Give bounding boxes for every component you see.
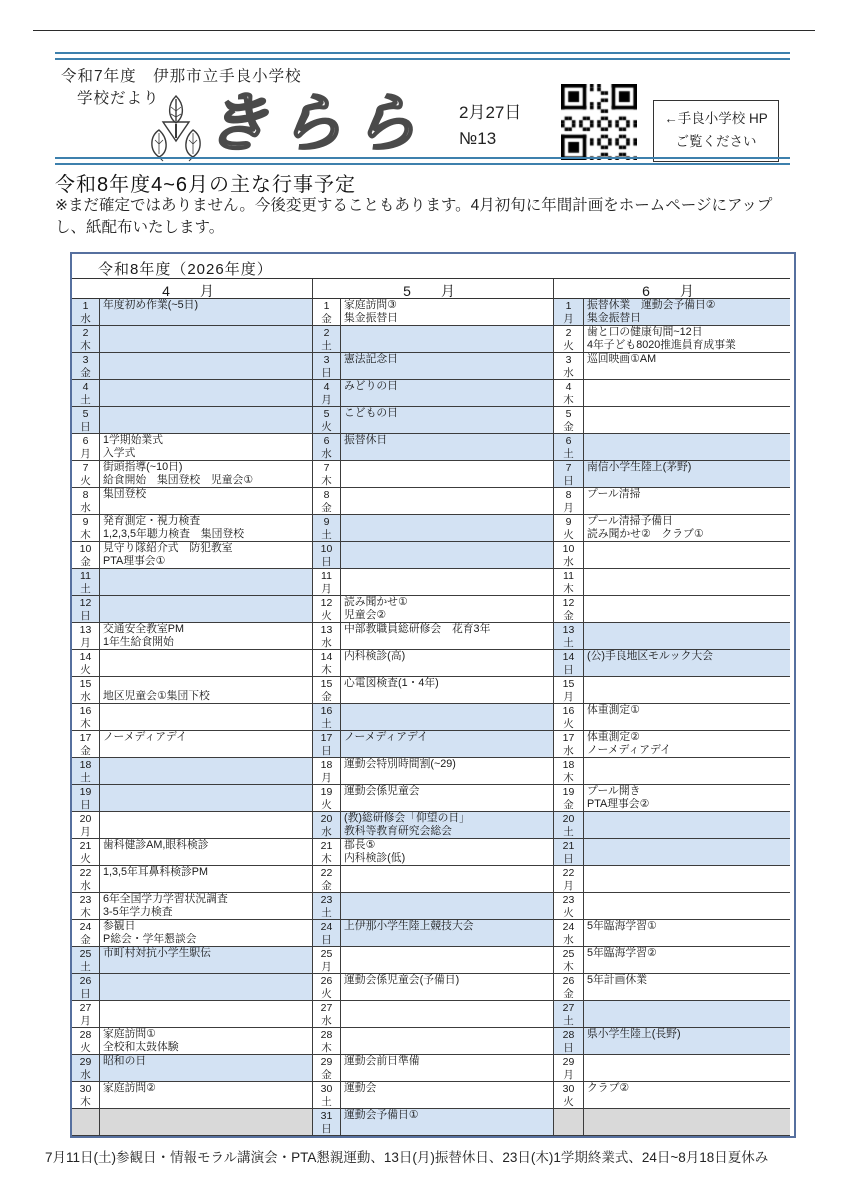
calendar-date-cell: 16 木 xyxy=(72,704,100,731)
calendar-date-cell: 24 日 xyxy=(313,920,341,947)
calendar-date-cell: 27 月 xyxy=(72,1001,100,1028)
calendar-event-cell: クラブ② xyxy=(584,1082,790,1109)
calendar-date-cell: 10 日 xyxy=(313,542,341,569)
calendar-event-cell: 5年計画休業 xyxy=(584,974,790,1001)
calendar-date-cell: 23 土 xyxy=(313,893,341,920)
calendar-event-cell xyxy=(341,569,554,596)
calendar-date-cell: 11 木 xyxy=(554,569,584,596)
calendar-event-cell xyxy=(100,353,313,380)
calendar-event-cell xyxy=(100,812,313,839)
calendar-event-cell xyxy=(584,758,790,785)
school-logo-leaf-icon xyxy=(147,94,205,162)
calendar-date-cell: 30 土 xyxy=(313,1082,341,1109)
calendar-event-cell: プール清掃予備日 読み聞かせ② クラブ① xyxy=(584,515,790,542)
calendar-event-cell xyxy=(100,974,313,1001)
calendar-date-cell: 20 水 xyxy=(313,812,341,839)
calendar-event-cell xyxy=(100,1001,313,1028)
calendar-event-cell xyxy=(584,434,790,461)
calendar-event-cell xyxy=(584,596,790,623)
calendar-date-cell: 12 日 xyxy=(72,596,100,623)
calendar-event-cell: 心電図検査(1・4年) xyxy=(341,677,554,704)
calendar-event-cell xyxy=(341,461,554,488)
calendar-event-cell xyxy=(584,677,790,704)
calendar-filler-cell xyxy=(100,1109,313,1136)
calendar-title: 令和8年度（2026年度） xyxy=(72,254,790,279)
calendar-event-cell xyxy=(100,650,313,677)
calendar-date-cell: 6 水 xyxy=(313,434,341,461)
calendar-filler-cell xyxy=(554,1109,584,1136)
calendar-date-cell: 7 木 xyxy=(313,461,341,488)
calendar-date-cell: 25 月 xyxy=(313,947,341,974)
calendar-event-cell: 体重測定② ノーメディアデイ xyxy=(584,731,790,758)
calendar-date-cell: 1 月 xyxy=(554,299,584,326)
calendar-date-cell: 4 土 xyxy=(72,380,100,407)
calendar-date-cell: 6 土 xyxy=(554,434,584,461)
calendar-date-cell: 7 火 xyxy=(72,461,100,488)
calendar-date-cell: 17 日 xyxy=(313,731,341,758)
calendar-event-cell: 交通安全教室PM 1年生給食開始 xyxy=(100,623,313,650)
calendar-date-cell: 8 金 xyxy=(313,488,341,515)
calendar-date-cell: 20 月 xyxy=(72,812,100,839)
calendar-date-cell: 30 木 xyxy=(72,1082,100,1109)
calendar-date-cell: 22 月 xyxy=(554,866,584,893)
calendar-event-cell xyxy=(100,569,313,596)
calendar-event-cell xyxy=(341,1028,554,1055)
calendar-event-cell: 内科検診(高) xyxy=(341,650,554,677)
calendar-filler-cell xyxy=(584,1109,790,1136)
calendar-date-cell: 10 金 xyxy=(72,542,100,569)
calendar-date-cell: 18 土 xyxy=(72,758,100,785)
calendar-event-cell xyxy=(341,704,554,731)
calendar-event-cell: (教)総研修会「仰望の日」 教科等教育研究会総会 xyxy=(341,812,554,839)
calendar-event-cell xyxy=(584,380,790,407)
calendar-date-cell: 17 金 xyxy=(72,731,100,758)
calendar-date-cell: 13 月 xyxy=(72,623,100,650)
month-header-june: 6 月 xyxy=(554,279,790,299)
calendar-event-cell: 市町村対抗小学生駅伝 xyxy=(100,947,313,974)
calendar-event-cell: 巡回映画①AM xyxy=(584,353,790,380)
calendar-event-cell xyxy=(341,1001,554,1028)
calendar-event-cell: 家庭訪問① 全校和太鼓体験 xyxy=(100,1028,313,1055)
calendar-date-cell: 28 火 xyxy=(72,1028,100,1055)
calendar-date-cell: 26 金 xyxy=(554,974,584,1001)
qr-code xyxy=(561,84,637,160)
calendar-date-cell: 22 金 xyxy=(313,866,341,893)
calendar-event-cell: 1学期始業式 入学式 xyxy=(100,434,313,461)
calendar-event-cell: 運動会前日準備 xyxy=(341,1055,554,1082)
calendar-date-cell: 3 水 xyxy=(554,353,584,380)
calendar-event-cell: 参観日 P総会・学年懇談会 xyxy=(100,920,313,947)
calendar-event-cell xyxy=(584,407,790,434)
calendar-date-cell: 30 火 xyxy=(554,1082,584,1109)
calendar-event-cell: 6年全国学力学習状況調査 3-5年学力検査 xyxy=(100,893,313,920)
calendar-event-cell: 5年臨海学習① xyxy=(584,920,790,947)
calendar-event-cell: プール清掃 xyxy=(584,488,790,515)
calendar-event-cell xyxy=(100,704,313,731)
calendar-date-cell: 9 火 xyxy=(554,515,584,542)
calendar-event-cell: 集団登校 xyxy=(100,488,313,515)
calendar-event-cell: 歯科健診AM,眼科検診 xyxy=(100,839,313,866)
calendar-event-cell xyxy=(100,380,313,407)
newsletter-title: きらら xyxy=(205,87,427,159)
calendar-date-cell: 12 火 xyxy=(313,596,341,623)
calendar-date-cell: 28 日 xyxy=(554,1028,584,1055)
newsletter-label: 学校だより xyxy=(77,90,160,107)
calendar-event-cell xyxy=(584,569,790,596)
calendar-event-cell: 街頭指導(~10日) 給食開始 集団登校 児童会① xyxy=(100,461,313,488)
calendar-event-cell: 1,3,5年耳鼻科検診PM xyxy=(100,866,313,893)
calendar-event-cell xyxy=(341,866,554,893)
calendar-event-cell: ノーメディアデイ xyxy=(341,731,554,758)
calendar-date-cell: 9 土 xyxy=(313,515,341,542)
calendar-date-cell: 16 火 xyxy=(554,704,584,731)
hp-caption-box xyxy=(653,100,779,162)
calendar-event-cell xyxy=(341,488,554,515)
calendar-event-cell: ノーメディアデイ xyxy=(100,731,313,758)
calendar-event-cell xyxy=(341,515,554,542)
calendar-date-cell: 15 月 xyxy=(554,677,584,704)
calendar-event-cell xyxy=(100,596,313,623)
calendar-event-cell: 運動会係児童会 xyxy=(341,785,554,812)
calendar-date-cell: 23 木 xyxy=(72,893,100,920)
calendar-date-cell: 18 木 xyxy=(554,758,584,785)
calendar-event-cell xyxy=(584,1055,790,1082)
calendar-event-cell xyxy=(584,893,790,920)
calendar-event-cell xyxy=(341,326,554,353)
calendar-date-cell: 22 水 xyxy=(72,866,100,893)
calendar-date-cell: 27 土 xyxy=(554,1001,584,1028)
calendar-date-cell: 10 水 xyxy=(554,542,584,569)
calendar-event-cell xyxy=(100,785,313,812)
header-double-rule-top xyxy=(55,52,790,60)
top-rule xyxy=(33,30,815,31)
calendar-date-cell: 4 月 xyxy=(313,380,341,407)
calendar-event-cell: (公)手良地区モルック大会 xyxy=(584,650,790,677)
calendar-date-cell: 14 火 xyxy=(72,650,100,677)
calendar-event-cell: 郡長⑤ 内科検診(低) xyxy=(341,839,554,866)
calendar-date-cell: 26 日 xyxy=(72,974,100,1001)
newsletter-header xyxy=(55,62,790,159)
calendar-date-cell: 25 土 xyxy=(72,947,100,974)
calendar-date-cell: 24 水 xyxy=(554,920,584,947)
calendar-date-cell: 15 金 xyxy=(313,677,341,704)
calendar-event-cell: 憲法記念日 xyxy=(341,353,554,380)
calendar-date-cell: 19 火 xyxy=(313,785,341,812)
calendar-event-cell xyxy=(584,812,790,839)
calendar-date-cell: 11 土 xyxy=(72,569,100,596)
issue-number: №13 xyxy=(459,128,497,148)
calendar-date-cell: 14 木 xyxy=(313,650,341,677)
issue-date: 2月27日 xyxy=(459,103,522,122)
school-year-line: 令和7年度 伊那市立手良小学校 xyxy=(61,68,302,85)
calendar-date-cell: 20 土 xyxy=(554,812,584,839)
calendar-event-cell: 振替休業 運動会予備日② 集金振替日 xyxy=(584,299,790,326)
calendar-event-cell xyxy=(584,1001,790,1028)
calendar-date-cell: 2 木 xyxy=(72,326,100,353)
footer-note: 7月11日(土)参観日・情報モラル講演会・PTA懇親運動、13日(月)振替休日、23日(木)1学期終業式、24日~8月18日夏休み xyxy=(45,1150,769,1165)
calendar-event-cell xyxy=(341,947,554,974)
calendar-event-cell: 上伊那小学生陸上競技大会 xyxy=(341,920,554,947)
calendar-filler-cell xyxy=(72,1109,100,1136)
calendar-date-cell: 1 水 xyxy=(72,299,100,326)
calendar-event-cell xyxy=(584,623,790,650)
calendar-date-cell: 5 火 xyxy=(313,407,341,434)
calendar-date-cell: 27 水 xyxy=(313,1001,341,1028)
section-heading: 令和8年度4~6月の主な行事予定 xyxy=(55,174,357,196)
calendar-event-cell xyxy=(100,326,313,353)
calendar-date-cell: 17 水 xyxy=(554,731,584,758)
calendar-date-cell: 9 木 xyxy=(72,515,100,542)
calendar-date-cell: 8 月 xyxy=(554,488,584,515)
calendar-event-cell: 家庭訪問② xyxy=(100,1082,313,1109)
calendar-event-cell xyxy=(100,758,313,785)
calendar-date-cell: 29 水 xyxy=(72,1055,100,1082)
calendar-date-cell: 28 木 xyxy=(313,1028,341,1055)
calendar-event-cell: 運動会特別時間割(~29) xyxy=(341,758,554,785)
calendar-date-cell: 1 金 xyxy=(313,299,341,326)
calendar-event-cell xyxy=(584,866,790,893)
header-double-rule-bottom xyxy=(55,157,790,165)
calendar-date-cell: 3 日 xyxy=(313,353,341,380)
calendar-date-cell: 13 水 xyxy=(313,623,341,650)
calendar-date-cell: 29 金 xyxy=(313,1055,341,1082)
calendar-date-cell: 21 木 xyxy=(313,839,341,866)
calendar-date-cell: 25 木 xyxy=(554,947,584,974)
calendar-event-cell xyxy=(341,893,554,920)
calendar-event-cell: 中部教職員総研修会 花育3年 xyxy=(341,623,554,650)
calendar-event-cell: 年度初め作業(~5日) xyxy=(100,299,313,326)
calendar-date-cell: 21 火 xyxy=(72,839,100,866)
calendar-date-cell: 8 水 xyxy=(72,488,100,515)
calendar-date-cell: 21 日 xyxy=(554,839,584,866)
calendar-date-cell: 16 土 xyxy=(313,704,341,731)
calendar-date-cell: 15 水 xyxy=(72,677,100,704)
calendar-event-cell: 見守り隊紹介式 防犯教室 PTA理事会① xyxy=(100,542,313,569)
calendar-event-cell xyxy=(100,407,313,434)
calendar-event-cell: 振替休日 xyxy=(341,434,554,461)
calendar-date-cell: 31 日 xyxy=(313,1109,341,1136)
calendar-date-cell: 19 日 xyxy=(72,785,100,812)
calendar-event-cell: 発育測定・視力検査 1,2,3,5年聴力検査 集団登校 xyxy=(100,515,313,542)
calendar-date-cell: 2 火 xyxy=(554,326,584,353)
calendar-event-cell xyxy=(584,542,790,569)
calendar-event-cell: 南信小学生陸上(茅野) xyxy=(584,461,790,488)
calendar-event-cell: 運動会 xyxy=(341,1082,554,1109)
calendar-event-cell xyxy=(584,839,790,866)
calendar-event-cell: 5年臨海学習② xyxy=(584,947,790,974)
calendar-event-cell: 読み聞かせ① 児童会② xyxy=(341,596,554,623)
calendar-event-cell: みどりの日 xyxy=(341,380,554,407)
calendar-date-cell: 3 金 xyxy=(72,353,100,380)
calendar-date-cell: 2 土 xyxy=(313,326,341,353)
calendar-date-cell: 11 月 xyxy=(313,569,341,596)
hp-caption-line1: ←手良小学校 HP xyxy=(664,111,768,126)
calendar-date-cell: 26 火 xyxy=(313,974,341,1001)
hp-caption-line2: ご覧ください xyxy=(675,133,757,149)
calendar-date-cell: 29 月 xyxy=(554,1055,584,1082)
calendar-event-cell: こどもの日 xyxy=(341,407,554,434)
calendar-date-cell: 13 土 xyxy=(554,623,584,650)
month-header-april: 4 月 xyxy=(72,279,313,299)
calendar-table xyxy=(70,252,796,1138)
month-header-may: 5 月 xyxy=(313,279,554,299)
calendar-event-cell: 運動会予備日① xyxy=(341,1109,554,1136)
calendar-event-cell: プール開き PTA理事会② xyxy=(584,785,790,812)
calendar-event-cell: 歯と口の健康旬間~12日 4年子ども8020推進員育成事業 xyxy=(584,326,790,353)
calendar-event-cell: 運動会係児童会(予備日) xyxy=(341,974,554,1001)
calendar-date-cell: 24 金 xyxy=(72,920,100,947)
calendar-date-cell: 23 火 xyxy=(554,893,584,920)
calendar-date-cell: 19 金 xyxy=(554,785,584,812)
issue-block xyxy=(459,100,521,151)
calendar-event-cell xyxy=(341,542,554,569)
calendar-event-cell: 家庭訪問③ 集金振替日 xyxy=(341,299,554,326)
calendar-date-cell: 6 月 xyxy=(72,434,100,461)
calendar-event-cell: 昭和の日 xyxy=(100,1055,313,1082)
calendar-date-cell: 18 月 xyxy=(313,758,341,785)
calendar-event-cell: 県小学生陸上(長野) xyxy=(584,1028,790,1055)
calendar-date-cell: 7 日 xyxy=(554,461,584,488)
calendar-event-cell: 地区児童会①集団下校 xyxy=(100,677,313,704)
calendar-event-cell: 体重測定① xyxy=(584,704,790,731)
calendar-date-cell: 4 木 xyxy=(554,380,584,407)
calendar-date-cell: 14 日 xyxy=(554,650,584,677)
calendar-date-cell: 5 金 xyxy=(554,407,584,434)
calendar-date-cell: 5 日 xyxy=(72,407,100,434)
calendar-date-cell: 12 金 xyxy=(554,596,584,623)
section-note: ※まだ確定ではありません。今後変更することもあります。4月初旬に年間計画をホームページにアップし、紙配布いたします。 xyxy=(55,197,773,236)
